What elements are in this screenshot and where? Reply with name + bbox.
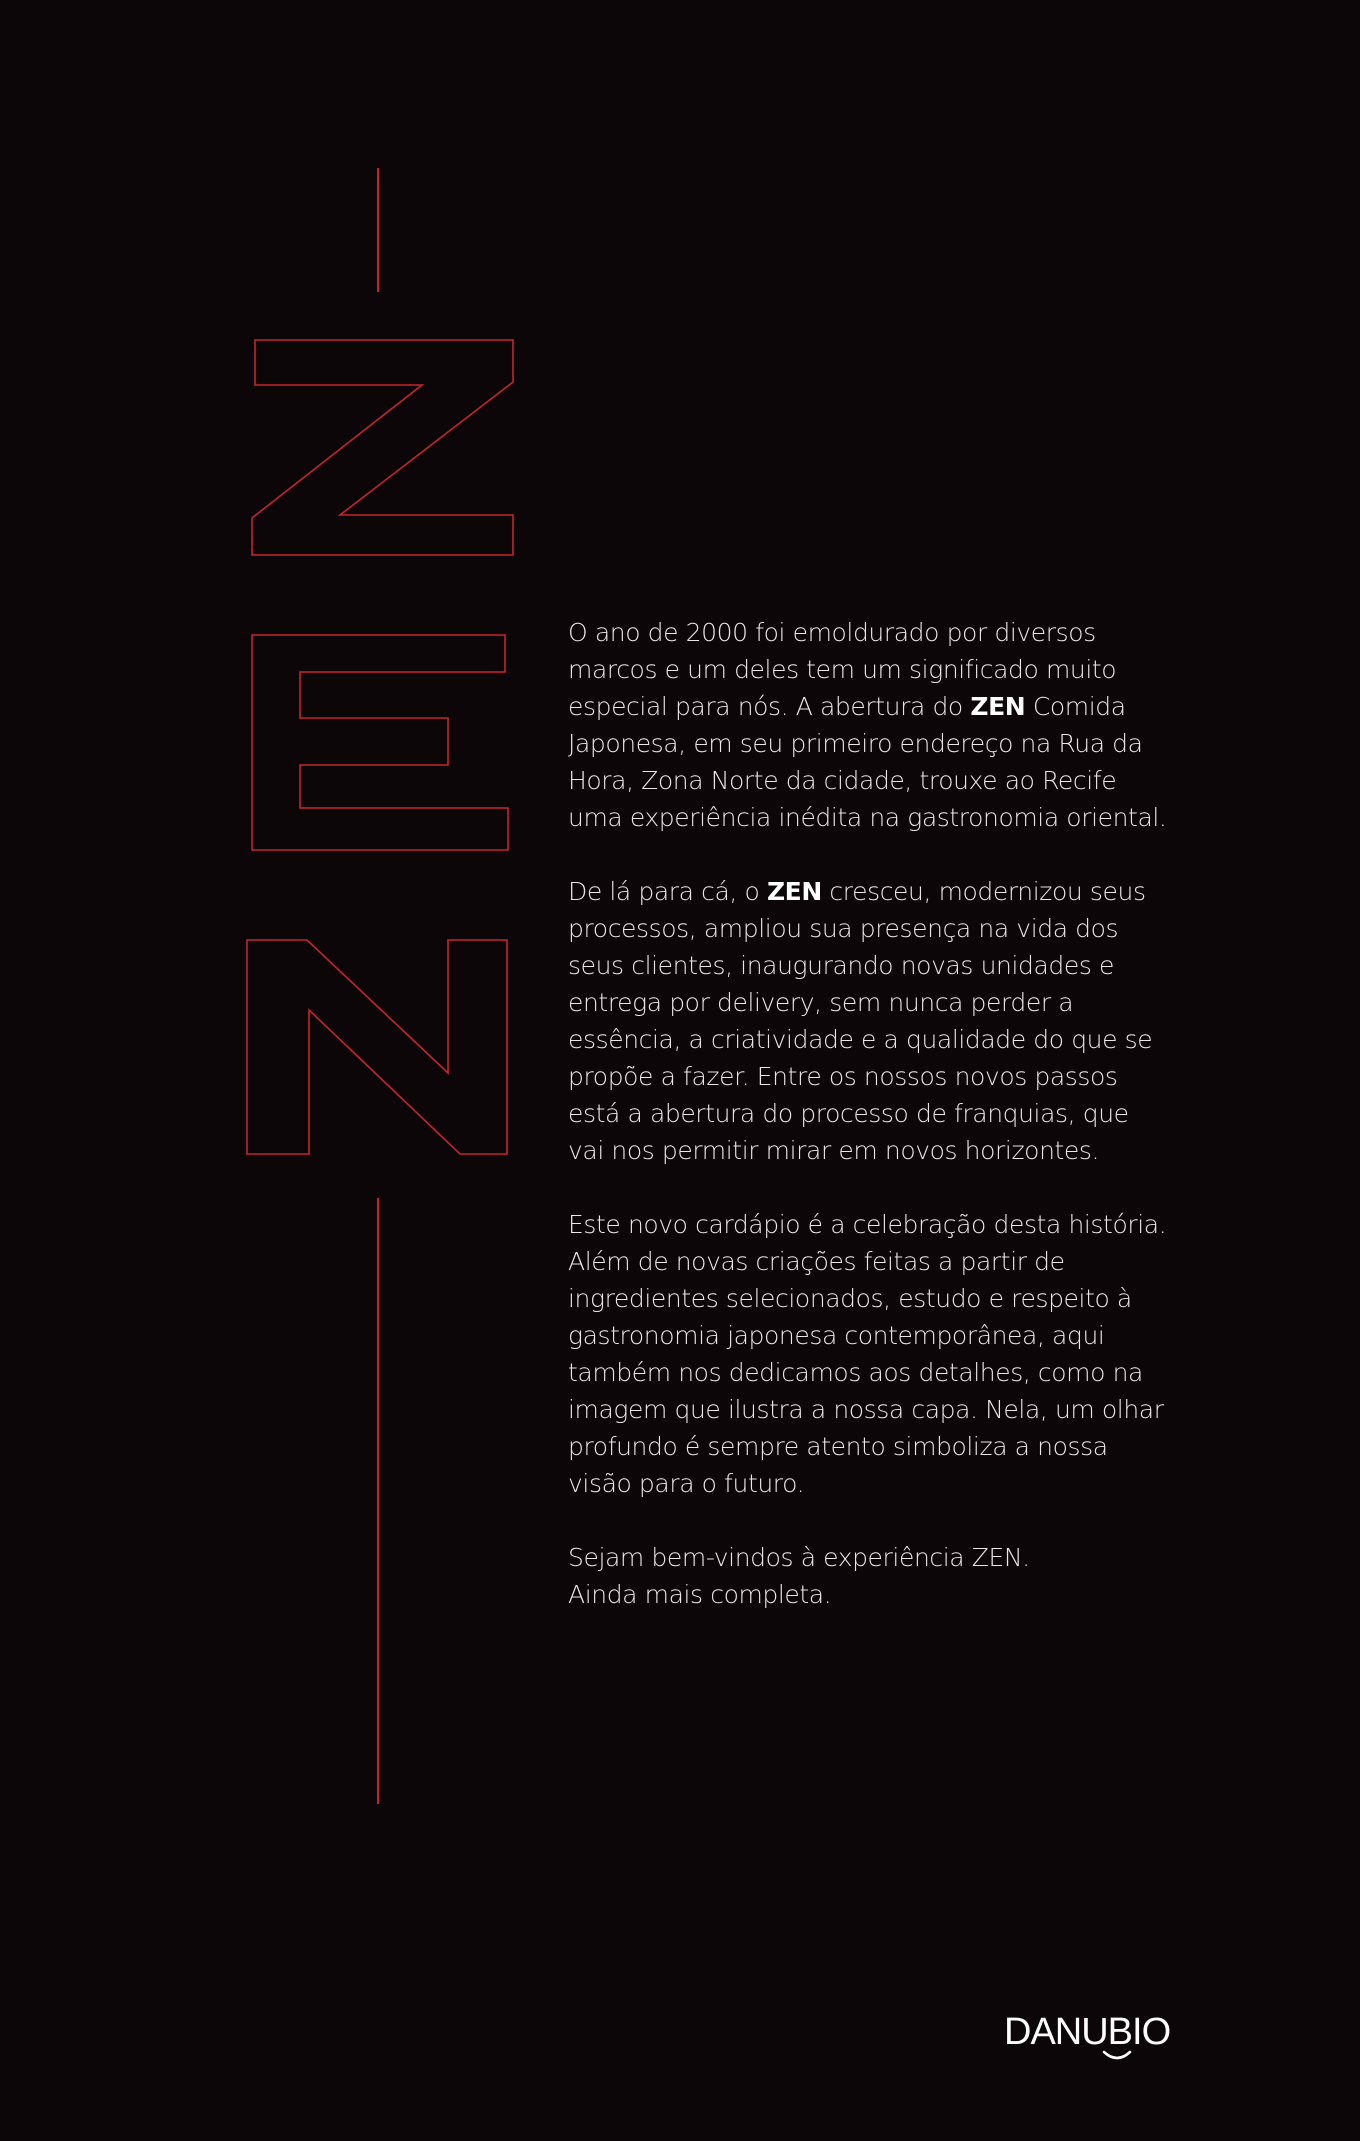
intro-paragraph-2: De lá para cá, o ZEN cresceu, modernizou seus processos, ampliou sua presença na vida dos seus clientes, inaugurando novas unidades e entrega por delivery, sem nunca perder a essência, a criatividade e a qualidade do que se propõe a fazer. Entre os nossos novos passos está a abertura do processo de franquias, que vai nos permitir mirar em novos horizontes. <box>568 877 1153 1165</box>
intro-paragraph-3: Este novo cardápio é a celebração desta história. Além de novas criações feitas a partir de ingredientes selecionados, estudo e respeito à gastronomia japonesa contemporânea, aqui também nos dedicamos aos detalhes, como na imagem que ilustra a nossa capa. Nela, um olhar profundo é sempre atento simboliza a nossa visão para o futuro. <box>568 1210 1167 1498</box>
intro-paragraph-4: Sejam bem-vindos à experiência ZEN. Ainda mais completa. <box>568 1543 1030 1609</box>
logo-smile-icon <box>1102 2050 1132 2062</box>
brand-name: ZEN <box>970 692 1026 721</box>
intro-text <box>568 614 1168 1650</box>
brand-name: ZEN <box>766 877 822 906</box>
intro-paragraph-1: O ano de 2000 foi emoldurado por diversos marcos e um deles tem um significado muito especial para nós. A abertura do ZEN Comida Japonesa, em seu primeiro endereço na Rua da Hora, Zona Norte da cidade, trouxe ao Recife uma experiência inédita na gastronomia oriental. <box>568 618 1167 832</box>
danubio-logo: DANUBIO <box>1004 2012 1170 2052</box>
letter-e-outline <box>252 635 508 850</box>
letter-z-outline <box>252 340 513 555</box>
letter-n-outline <box>247 940 507 1154</box>
